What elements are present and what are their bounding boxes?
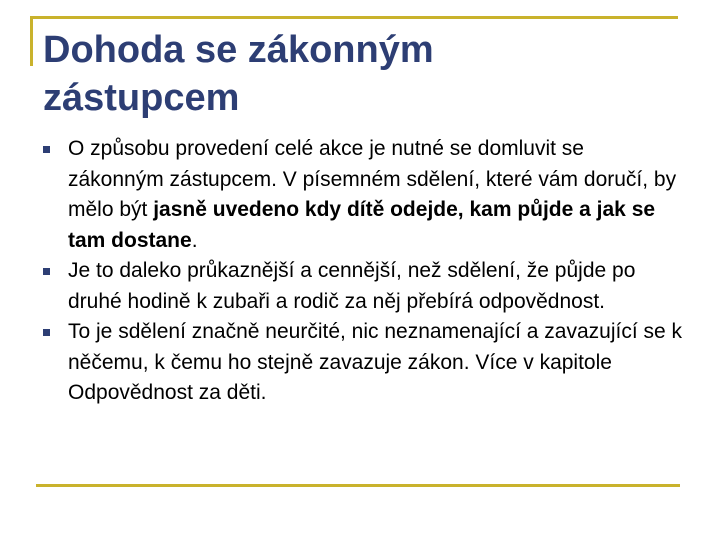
bullet-text: O způsobu provedení celé akce je nutné se domluvit se zákonným zástupcem. V písemném sdělení, které vám doručí, by mělo být bbox=[68, 137, 677, 221]
bullet-item bbox=[43, 256, 683, 317]
bullet-square-icon bbox=[43, 146, 50, 153]
frame-bottom-line bbox=[36, 484, 680, 487]
bullet-text-end: . bbox=[191, 228, 198, 252]
bullet-text: To je sdělení značně neurčité, nic neznamenající a zavazující se k něčemu, k čemu ho stejně zavazuje zákon. Více v kapitole Odpovědnost za děti. bbox=[68, 320, 683, 404]
bullet-bold-text: jasně uvedeno kdy dítě odejde, kam půjde a jak se tam dostane bbox=[68, 198, 656, 252]
bullet-square-icon bbox=[43, 268, 50, 275]
bullet-square-icon bbox=[43, 329, 50, 336]
bullet-list bbox=[43, 134, 683, 409]
slide-title bbox=[43, 26, 683, 122]
frame-top-line bbox=[30, 16, 678, 19]
bullet-item bbox=[43, 134, 683, 256]
frame-left-line bbox=[30, 16, 33, 66]
slide-title-line-1: Dohoda se zákonným bbox=[43, 29, 434, 71]
slide-title-line-2: zástupcem bbox=[43, 77, 240, 119]
bullet-item bbox=[43, 317, 683, 409]
bullet-text: Je to daleko průkaznější a cennější, než sdělení, že půjde po druhé hodině k zubaři a rodič za něj přebírá odpovědnost. bbox=[68, 259, 636, 313]
